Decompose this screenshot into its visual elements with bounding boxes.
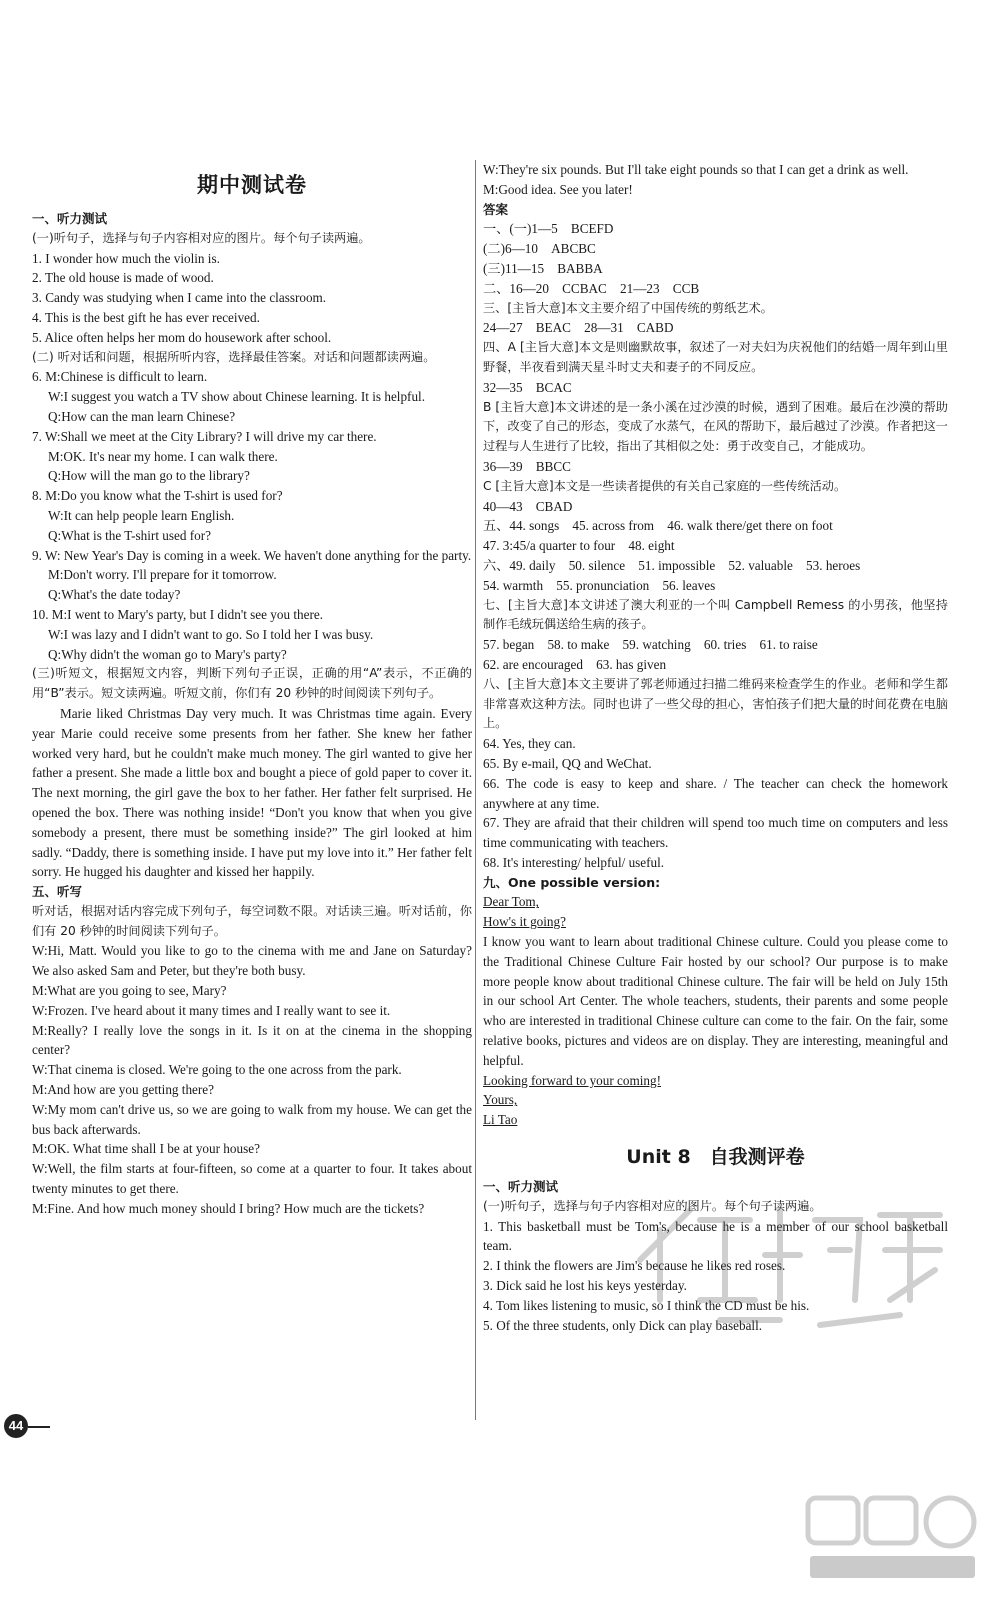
left-text-line: 10. M:I went to Mary's party, but I didn't see you there. <box>32 606 324 622</box>
left-text-line: W:It can help people learn English. <box>48 507 235 523</box>
left-text-line: M:OK. It's near my home. I can walk there. <box>48 448 278 464</box>
left-text-line: 5. Alice often helps her mom do housework after school. <box>32 329 332 345</box>
answer-text-line: Dear Tom, <box>483 894 539 910</box>
left-text-line: 1. I wonder how much the violin is. <box>32 250 220 266</box>
left-text-line: 一、听力测试 <box>32 211 108 226</box>
left-text-line: W:I was lazy and I didn't want to go. So I told her I was busy. <box>48 626 374 642</box>
left-text-line: 五、听写 <box>32 884 83 900</box>
page-number <box>4 1414 56 1440</box>
answer-text-line: Li Tao <box>483 1112 518 1128</box>
answer-text-line: 66. The code is easy to keep and share. / The teacher can check the homework anywhere at any time. <box>483 775 948 811</box>
answer-text-line: 一、(一)1—5 BCEFD <box>483 221 614 237</box>
answer-text-line: W:They're six pounds. But I'll take eight pounds so that I can get a drink as well. <box>483 162 909 177</box>
answer-key-block <box>483 160 948 1130</box>
left-text-line: Q:How will the man go to the library? <box>48 468 250 484</box>
left-text-line: (二) 听对话和问题，根据所听内容，选择最佳答案。对话和问题都读两遍。 <box>32 349 436 364</box>
answer-text-line: 七、[主旨大意]本文讲述了澳大利亚的一个叫 Campbell Remess 的小男孩，他坚持制作毛绒玩偶送给生病的孩子。 <box>483 597 948 632</box>
answer-text-line: 64. Yes, they can. <box>483 736 576 752</box>
answer-text-line: B [主旨大意]本文讲述的是一条小溪在过沙漠的时候，遇到了困难。最后在沙漠的帮助下，改变了自己的形态，变成了水蒸气，在风的帮助下，最后越过了沙漠。作者把这一过程与人生进行了比较，指出了其相似之处：勇于改变自己，才能成功。 <box>483 399 948 454</box>
unit-text-line: 5. Of the three students, only Dick can play baseball. <box>483 1317 763 1333</box>
answer-text-line: M:Good idea. See you later! <box>483 181 633 197</box>
answer-text-line: Yours, <box>483 1092 518 1108</box>
answer-text-line: C [主旨大意]本文是一些读者提供的有关自己家庭的一些传统活动。 <box>483 478 847 493</box>
answer-text-line: Looking forward to your coming! <box>483 1072 661 1088</box>
left-text-line: 3. Candy was studying when I came into the classroom. <box>32 290 327 306</box>
answer-text-line: 二、16—20 CCBAC 21—23 CCB <box>483 280 700 296</box>
left-text-line: Marie liked Christmas Day very much. It was Christmas time again. Every year Marie could receive some presents from her father. She knew her father worked very hard, but he couldn't make much money. The girl wanted to give her father a present. She made a little box and bought a piece of gold paper to cover it. The next morning, the girl gave the box to her father. Her father felt surprised. He opened the box. There was nothing inside! “Don't you know that when you give somebody a present, there must be something inside?” The girl looked at him sadly. “Daddy, there is something inside. I have put my love into it.” Her father felt sorry. He hugged his daughter and kissed her happily. <box>32 705 472 880</box>
answer-text-line: 62. are encouraged 63. has given <box>483 656 667 672</box>
left-text-line: Q:What's the date today? <box>48 587 181 603</box>
answer-text-line: How's it going? <box>483 914 566 930</box>
unit-text-line: (一)听句子，选择与句子内容相对应的图片。每个句子读两遍。 <box>483 1198 822 1213</box>
left-text-block <box>32 209 472 1219</box>
page-title: 期中测试卷 <box>197 173 307 197</box>
unit-text-line: 1. This basketball must be Tom's, because he is a member of our school basketball team. <box>483 1218 948 1254</box>
left-text-line: M:Don't worry. I'll prepare for it tomorrow. <box>48 567 277 583</box>
left-text-line: W:I suggest you watch a TV show about Chinese learning. It is helpful. <box>48 389 425 405</box>
answer-text-line: 32—35 BCAC <box>483 379 572 395</box>
answer-text-line: 65. By e-mail, QQ and WeChat. <box>483 755 652 771</box>
left-text-line: Q:How can the man learn Chinese? <box>48 408 236 424</box>
left-text-line: 听对话，根据对话内容完成下列句子，每空词数不限。对话读三遍。听对话前，你们有 20 秒钟的时间阅读下列句子。 <box>32 903 472 938</box>
corner-logo <box>800 1490 985 1590</box>
answer-text-line: 24—27 BEAC 28—31 CABD <box>483 320 674 336</box>
answer-text-line: 67. They are afraid that their children will spend too much time on computers and less time communicating with teachers. <box>483 815 948 851</box>
answer-text-line: 九、One possible version: <box>483 874 661 890</box>
left-text-line: 2. The old house is made of wood. <box>32 270 214 286</box>
left-text-line: (三)听短文，根据短文内容，判断下列句子正误，正确的用“A”表示，不正确的用“B”表示。短文读两遍。听短文前，你们有 20 秒钟的时间阅读下列句子。 <box>32 666 472 701</box>
answer-text-line: 六、49. daily 50. silence 51. impossible 52. valuable 53. heroes <box>483 557 861 573</box>
left-text-line: M:OK. What time shall I be at your house? <box>32 1141 260 1157</box>
left-text-line: W:Hi, Matt. Would you like to go to the cinema with me and Jane on Saturday? We also asked Sam and Peter, but they're both busy. <box>32 943 472 979</box>
answer-text-line: (二)6—10 ABCBC <box>483 241 596 257</box>
answer-text-line: 八、[主旨大意]本文主要讲了郭老师通过扫描二维码来检查学生的作业。老师和学生都非常喜欢这种方法。同时也讲了一些父母的担心，害怕孩子们把大量的时间花费在电脑上。 <box>483 676 948 731</box>
unit-text-line: 一、听力测试 <box>483 1179 559 1195</box>
left-text-line: W:Frozen. I've heard about it many times and I really want to see it. <box>32 1002 391 1018</box>
answer-text-line: (三)11—15 BABBA <box>483 260 603 276</box>
answer-text-line: 答案 <box>483 201 509 217</box>
page-number-dash <box>28 1426 50 1428</box>
answer-text-line: 五、44. songs 45. across from 46. walk there/get there on foot <box>483 518 833 534</box>
left-text-line: 4. This is the best gift he has ever received. <box>32 309 260 325</box>
watermark-logo <box>600 1150 980 1350</box>
left-text-line: 7. W:Shall we meet at the City Library? I will drive my car there. <box>32 428 377 444</box>
unit-title: Unit 8 自我测评卷 <box>626 1146 805 1169</box>
answer-text-line: I know you want to learn about traditional Chinese culture. Could you please come to the Traditional Chinese Culture Fair hosted by our school? Our purpose is to make more people know about traditional Chinese culture. The fair will be held on July 15th in our school Art Center. The whole teachers, students, their parents and some people who are interested in traditional Chinese culture can come to the fair. On the fair, some relative books, pictures and videos are on display. They are interesting, meaningful and helpful. <box>483 934 948 1068</box>
left-text-line: M:What are you going to see, Mary? <box>32 983 227 999</box>
left-text-line: M:Fine. And how much money should I bring? How much are the tickets? <box>32 1200 425 1216</box>
unit-text-line: 4. Tom likes listening to music, so I think the CD must be his. <box>483 1297 810 1313</box>
left-text-line: 9. W: New Year's Day is coming in a week. We haven't done anything for the party. <box>32 547 472 563</box>
answer-text-line: 36—39 BBCC <box>483 458 571 474</box>
answer-text-line: 三、[主旨大意]本文主要介绍了中国传统的剪纸艺术。 <box>483 300 773 315</box>
left-column <box>32 165 472 1219</box>
answer-text-line: 57. began 58. to make 59. watching 60. tries 61. to raise <box>483 637 818 653</box>
left-text-line: Q:What is the T-shirt used for? <box>48 527 211 543</box>
answer-text-line: 40—43 CBAD <box>483 498 573 514</box>
unit-text-line: 2. I think the flowers are Jim's because he likes red roses. <box>483 1258 786 1274</box>
left-text-line: M:And how are you getting there? <box>32 1082 215 1098</box>
left-text-line: 6. M:Chinese is difficult to learn. <box>32 369 208 385</box>
answer-text-line: 68. It's interesting/ helpful/ useful. <box>483 854 665 870</box>
left-text-line: W:That cinema is closed. We're going to the one across from the park. <box>32 1062 402 1078</box>
column-divider <box>475 160 476 1420</box>
answer-text-line: 54. warmth 55. pronunciation 56. leaves <box>483 577 716 593</box>
left-text-line: W:Well, the film starts at four-fifteen, so come at a quarter to four. It takes about twenty minutes to get there. <box>32 1161 472 1197</box>
left-text-line: Q:Why didn't the woman go to Mary's party? <box>48 646 287 662</box>
answer-text-line: 四、A [主旨大意]本文是则幽默故事，叙述了一对夫妇为庆祝他们的结婚一周年到山里野餐，半夜看到满天星斗时丈夫和妻子的不同反应。 <box>483 340 948 374</box>
answer-text-line: 47. 3:45/a quarter to four 48. eight <box>483 538 675 554</box>
left-text-line: (一)听句子，选择与句子内容相对应的图片。每个句子读两遍。 <box>32 230 371 245</box>
left-text-line: W:My mom can't drive us, so we are going to walk from my house. We can get the bus back afterwards. <box>32 1101 472 1137</box>
left-text-line: M:Really? I really love the songs in it. Is it on at the cinema in the shopping center? <box>32 1022 472 1058</box>
page-number-label: 44 <box>4 1414 28 1438</box>
unit-text-line: 3. Dick said he lost his keys yesterday. <box>483 1278 687 1294</box>
left-text-line: 8. M:Do you know what the T-shirt is used for? <box>32 488 283 504</box>
